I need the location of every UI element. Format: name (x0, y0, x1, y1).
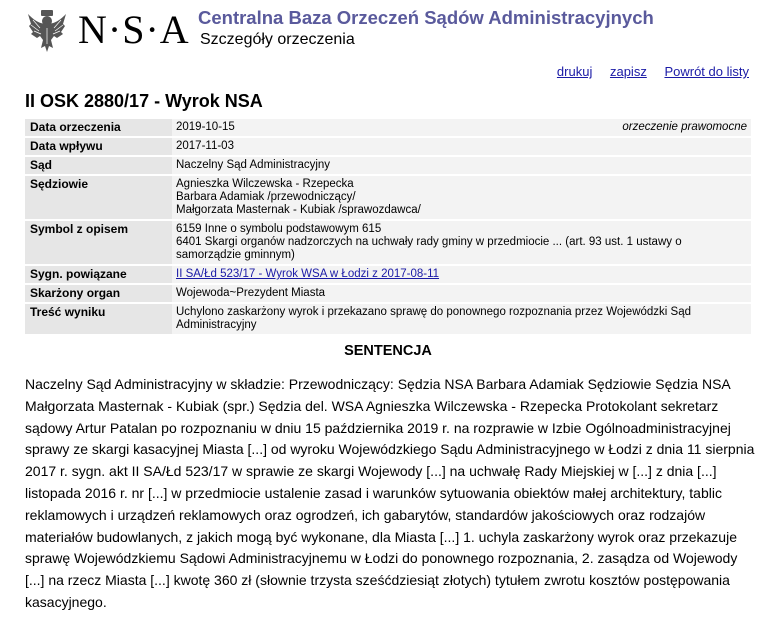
row-label: Sędziowie (25, 176, 172, 219)
related-case-cell (172, 266, 751, 283)
row-label: Data wpływu (25, 138, 172, 155)
court-name: Naczelny Sąd Administracyjny (172, 157, 751, 174)
row-label: Sygn. powiązane (25, 266, 172, 283)
app-subtitle: Szczegóły orzeczenia (200, 31, 355, 48)
print-link[interactable]: drukuj (556, 64, 593, 79)
judge-name: Barbara Adamiak /przewodniczący/ (176, 191, 356, 203)
sentencja-text: Naczelny Sąd Administracyjny w składzie: Przewodniczący: Sędzia NSA Barbara Adamiak Sędziowie Sędzia NSA Małgorzata Masternak - Kubiak (spr.) Sędzia del. WSA Agnieszka Wilczewska - Rzepecka Protokolant sekretarz sądowy Artur Patalan po rozpoznaniu w dniu 15 października 2019 r. na rozprawie w Izbie Ogólnoadministracyjnej sprawy ze skargi kasacyjnej Miasta [...] od wyroku Wojewódzkiego Sądu Administracyjnego w Łodzi z dnia 11 sierpnia 2017 r. sygn. akt II SA/Łd 523/17 w sprawie ze skargi Wojewody [...] na uchwałę Rady Miejskiej w [...] z dnia [...] listopada 2016 r. nr [...] w przedmiocie ustalenie zasad i warunków sytuowania obiektów małej architektury, tablic reklamowych i urządzeń reklamowych oraz ogrodzeń, ich gabarytów, standardów jakościowych oraz rodzajów materiałów budowlanych, z jakich mogą być wykonane, dla Miasta [...] 1. uchyla zaskarżony wyrok oraz przekazuje sprawę Wojewódzkiemu Sądowi Administracyjnemu w Łodzi do ponownego rozpoznania, 2. zasądza od Wojewody [...] na rzecz Miasta [...] kwotę 360 zł (słownie trzysta sześćdziesiąt złotych) tytułem zwrotu kosztów postępowania kasacyjnego. (25, 376, 755, 610)
symbol-line: 6401 Skargi organów nadzorczych na uchwały rady gminy w przedmiocie ... (art. 93 ust. 1 ustawy o samorządzie gminnym) (176, 236, 682, 261)
table-row (25, 304, 751, 334)
row-label: Symbol z opisem (25, 221, 172, 264)
finality-note: orzeczenie prawomocne (622, 121, 747, 133)
save-link[interactable]: zapisz (609, 64, 647, 79)
table-row (25, 221, 751, 264)
judge-name: Agnieszka Wilczewska - Rzepecka (176, 178, 354, 190)
judges-cell (172, 176, 751, 219)
back-to-list-link[interactable]: Powrót do listy (664, 64, 749, 79)
receipt-date: 2017-11-03 (172, 138, 751, 155)
table-row (25, 138, 751, 155)
row-label: Data orzeczenia (25, 119, 172, 136)
table-row (25, 157, 751, 174)
nsa-logo: N·S·A (78, 7, 190, 52)
row-label: Sąd (25, 157, 172, 174)
symbol-line: 6159 Inne o symbolu podstawowym 615 (176, 223, 382, 235)
app-title: Centralna Baza Orzeczeń Sądów Administracyjnych (198, 7, 654, 28)
row-label: Skarżony organ (25, 285, 172, 302)
table-row (25, 176, 751, 219)
row-label: Treść wyniku (25, 304, 172, 334)
related-case-link[interactable]: II SA/Łd 523/17 - Wyrok WSA w Łodzi z 2017-08-11 (176, 268, 440, 280)
top-links (543, 64, 749, 79)
case-title: II OSK 2880/17 - Wyrok NSA (25, 91, 263, 111)
sentencja-heading: SENTENCJA (344, 343, 432, 359)
judgment-date-cell (172, 119, 751, 136)
eagle-emblem-icon (28, 10, 66, 52)
challenged-authority: Wojewoda~Prezydent Miasta (172, 285, 751, 302)
judgment-date: 2019-10-15 (176, 121, 235, 133)
table-row (25, 119, 751, 136)
page-header (0, 0, 777, 58)
table-row (25, 266, 751, 283)
symbol-cell (172, 221, 751, 264)
result-text: Uchylono zaskarżony wyrok i przekazano sprawę do ponownego rozpoznania przez Wojewódzki Sąd Administracyjny (172, 304, 751, 334)
table-row (25, 285, 751, 302)
judge-name: Małgorzata Masternak - Kubiak /sprawozdawca/ (176, 204, 421, 216)
judgment-metadata-table (25, 117, 751, 336)
